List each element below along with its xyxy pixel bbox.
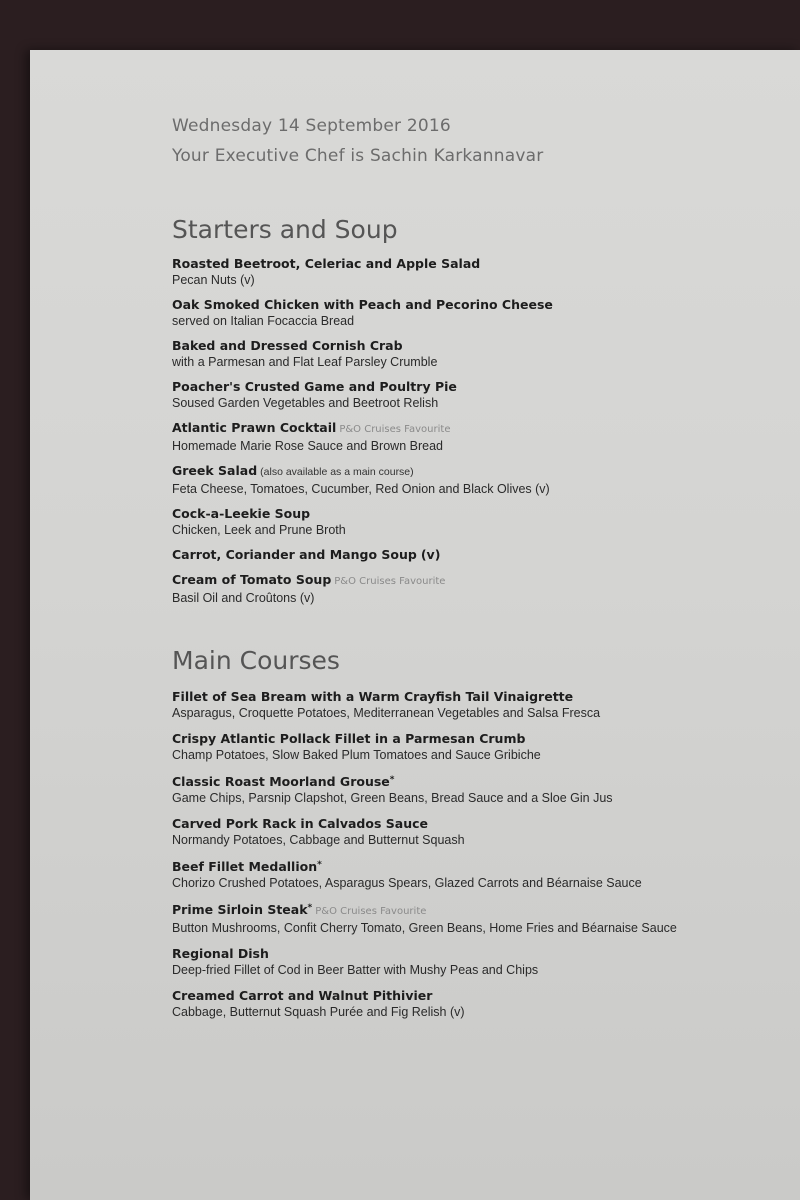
- menu-item-name-line: [172, 296, 782, 313]
- menu-item: [172, 688, 782, 721]
- menu-item-name-line: [172, 505, 782, 522]
- menu-item-description: Feta Cheese, Tomatoes, Cucumber, Red Onion and Black Olives (v): [172, 482, 550, 496]
- menu-item-name: Carrot, Coriander and Mango Soup: [172, 547, 417, 562]
- menu-item-description: Asparagus, Croquette Potatoes, Mediterranean Vegetables and Salsa Fresca: [172, 706, 601, 720]
- menu-card: [30, 50, 800, 1200]
- menu-content: [172, 115, 782, 1029]
- menu-item-description: Deep-fried Fillet of Cod in Beer Batter with Mushy Peas and Chips: [172, 963, 539, 977]
- menu-item-name-line: [172, 857, 782, 875]
- menu-item-name: Regional Dish: [172, 946, 269, 961]
- menu-item: [172, 462, 782, 497]
- mains-title: Main Courses: [172, 646, 340, 675]
- menu-item-name: Poacher's Crusted Game and Poultry Pie: [172, 379, 457, 394]
- mains-section: [172, 646, 782, 1020]
- menu-item: [172, 378, 782, 411]
- menu-item-description: Game Chips, Parsnip Clapshot, Green Beans, Bread Sauce and a Sloe Gin Jus: [172, 791, 613, 805]
- menu-item: [172, 296, 782, 329]
- menu-item: [172, 900, 782, 936]
- menu-item-description: with a Parmesan and Flat Leaf Parsley Crumble: [172, 355, 438, 369]
- menu-item: [172, 987, 782, 1020]
- menu-item-description: Normandy Potatoes, Cabbage and Butternut Squash: [172, 833, 465, 847]
- menu-item-name-line: [172, 378, 782, 395]
- menu-item-name: Creamed Carrot and Walnut Pithivier: [172, 988, 433, 1003]
- menu-item-name: Classic Roast Moorland Grouse: [172, 774, 390, 789]
- menu-item-name-line: [172, 730, 782, 747]
- menu-item-name-line: [172, 945, 782, 962]
- menu-item-description: served on Italian Focaccia Bread: [172, 314, 355, 328]
- menu-item-name: Cock-a-Leekie Soup: [172, 506, 311, 521]
- menu-item-name: Oak Smoked Chicken with Peach and Pecorino Cheese: [172, 297, 553, 312]
- menu-item-name-line: [172, 462, 782, 481]
- menu-item-name-line: [172, 987, 782, 1004]
- vegetarian-mark: (v): [420, 547, 441, 562]
- menu-item-description: Champ Potatoes, Slow Baked Plum Tomatoes and Sauce Gribiche: [172, 748, 541, 762]
- menu-item-name: Baked and Dressed Cornish Crab: [172, 338, 403, 353]
- menu-item-description: Chorizo Crushed Potatoes, Asparagus Spears, Glazed Carrots and Béarnaise Sauce: [172, 876, 642, 890]
- menu-item-name: Carved Pork Rack in Calvados Sauce: [172, 816, 428, 831]
- menu-item: [172, 772, 782, 806]
- chef-recommendation-star: *: [389, 775, 395, 785]
- menu-item-description: Soused Garden Vegetables and Beetroot Relish: [172, 396, 439, 410]
- menu-item: [172, 255, 782, 288]
- menu-item: [172, 337, 782, 370]
- menu-item-name: Prime Sirloin Steak: [172, 902, 308, 917]
- favourite-tag: P&O Cruises Favourite: [315, 906, 427, 917]
- menu-item: [172, 815, 782, 848]
- mains-list: [172, 688, 782, 1020]
- menu-item-description: Button Mushrooms, Confit Cherry Tomato, Green Beans, Home Fries and Béarnaise Sauce: [172, 921, 677, 935]
- menu-item-note: (also available as a main course): [260, 466, 414, 478]
- menu-item: [172, 571, 782, 606]
- menu-item: [172, 546, 782, 563]
- menu-item-name-line: [172, 337, 782, 354]
- favourite-tag: P&O Cruises Favourite: [334, 576, 446, 587]
- menu-item-name-line: [172, 900, 782, 920]
- menu-item-name-line: [172, 546, 782, 563]
- menu-item-name-line: [172, 571, 782, 590]
- starters-title: Starters and Soup: [172, 215, 398, 244]
- menu-item-name-line: [172, 255, 782, 272]
- menu-item-name: Crispy Atlantic Pollack Fillet in a Parmesan Crumb: [172, 731, 526, 746]
- menu-item-description: Basil Oil and Croûtons (v): [172, 591, 315, 605]
- menu-item-description: Chicken, Leek and Prune Broth: [172, 523, 346, 537]
- starters-section: [172, 215, 782, 606]
- chef-recommendation-star: *: [307, 903, 313, 913]
- menu-item: [172, 419, 782, 454]
- menu-item-description: Pecan Nuts (v): [172, 273, 255, 287]
- menu-item-name: Beef Fillet Medallion: [172, 859, 318, 874]
- chef-recommendation-star: *: [317, 860, 322, 870]
- menu-item-name: Cream of Tomato Soup: [172, 572, 332, 587]
- executive-chef-line: Your Executive Chef is Sachin Karkannavar: [172, 146, 544, 166]
- menu-item: [172, 945, 782, 978]
- menu-item-description: Cabbage, Butternut Squash Purée and Fig Relish (v): [172, 1005, 465, 1019]
- menu-item-name-line: [172, 419, 782, 438]
- menu-item: [172, 857, 782, 891]
- menu-item-name-line: [172, 688, 782, 705]
- menu-item-name-line: [172, 815, 782, 832]
- menu-date: Wednesday 14 September 2016: [172, 116, 451, 136]
- starters-list: [172, 255, 782, 606]
- menu-item-name: Atlantic Prawn Cocktail: [172, 420, 337, 435]
- menu-item: [172, 505, 782, 538]
- menu-item: [172, 730, 782, 763]
- menu-item-name: Greek Salad: [172, 463, 258, 478]
- menu-item-description: Homemade Marie Rose Sauce and Brown Bread: [172, 439, 443, 453]
- menu-item-name: Fillet of Sea Bream with a Warm Crayfish Tail Vinaigrette: [172, 689, 574, 704]
- menu-item-name: Roasted Beetroot, Celeriac and Apple Salad: [172, 256, 481, 271]
- menu-item-name-line: [172, 772, 782, 790]
- favourite-tag: P&O Cruises Favourite: [339, 424, 451, 435]
